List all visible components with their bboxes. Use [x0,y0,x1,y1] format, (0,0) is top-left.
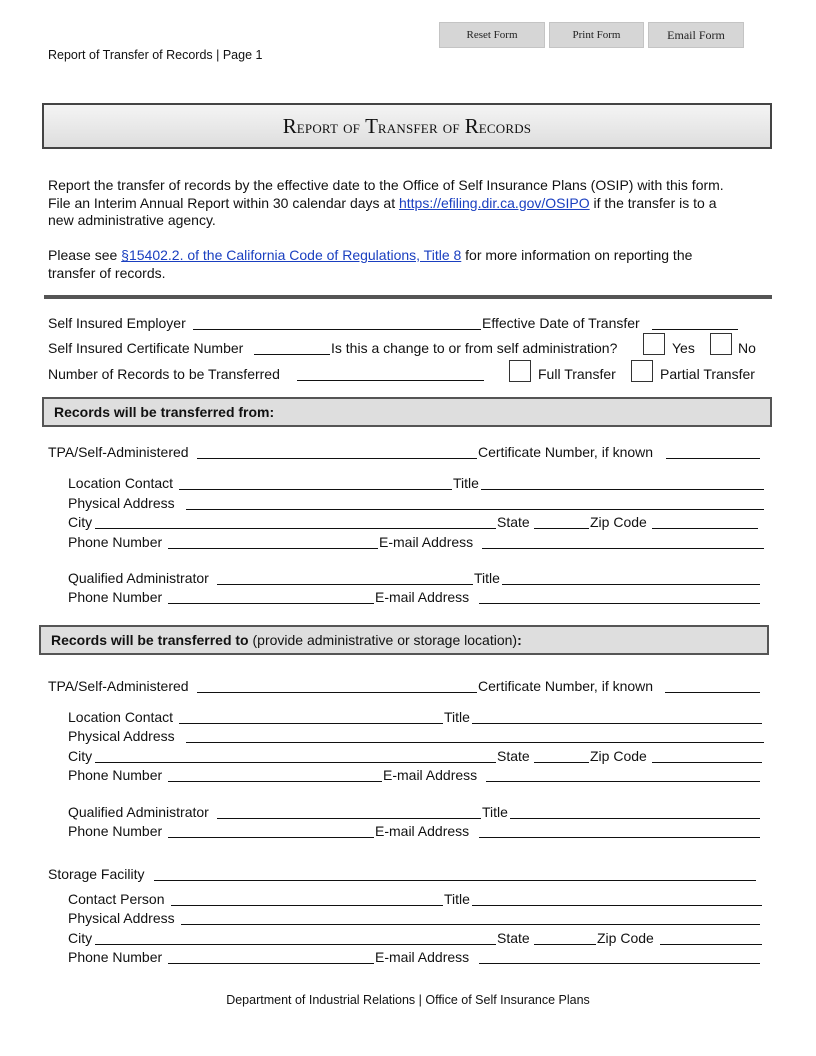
storage-zip-label: Zip Code [597,930,654,946]
full-transfer-checkbox[interactable] [509,360,531,382]
to-section-header [39,625,769,655]
from-city-field[interactable] [95,528,496,529]
from-title-label: Title [453,475,479,491]
from-phone-label: Phone Number [68,534,163,550]
to-title-label: Title [444,709,470,725]
to-heading: Records will be transferred to [51,632,249,648]
regulation-paragraph [48,247,773,282]
intro-paragraph [48,177,773,230]
from-qa-title-label: Title [474,570,500,586]
storage-facility-field[interactable] [154,880,756,881]
full-transfer-label: Full Transfer [538,366,616,382]
storage-title-label: Title [444,891,470,907]
to-heading-note: (provide administrative or storage location) [248,632,518,648]
from-heading: Records will be transferred from: [54,404,275,420]
page-header: Report of Transfer of Records | Page 1 [48,48,263,62]
to-qa-title-field[interactable] [510,818,760,819]
storage-state-label: State [497,930,530,946]
intro-text: for more information on reporting the [461,247,693,263]
to-city-label: City [68,748,93,764]
intro-text: Please see [48,247,122,263]
storage-facility-label: Storage Facility [48,866,145,882]
from-qa-title-field[interactable] [502,584,760,585]
storage-email-field[interactable] [479,963,760,964]
from-tpa-label: TPA/Self-Administered [48,444,189,460]
to-cert-field[interactable] [665,692,760,693]
storage-state-field[interactable] [534,944,596,945]
to-qa-phone-field[interactable] [168,837,374,838]
to-zip-field[interactable] [652,762,762,763]
to-qa-email-field[interactable] [479,837,760,838]
email-form-button[interactable]: Email Form [648,22,744,48]
from-zip-label: Zip Code [590,514,647,530]
title-part: ransfer of [377,116,465,138]
intro-text: if the transfer is to a [589,194,717,211]
intro-text: File an Interim Annual Report within 30 calendar days at [48,194,399,211]
to-address-label: Physical Address [68,728,175,744]
intro-line: Report the transfer of records by the effective date to the Office of Self Insurance Plans (OSIP) with this form. [48,177,724,193]
to-heading-colon: : [517,632,522,648]
title-part: R [464,113,479,138]
title-part: T [365,113,378,138]
from-title-field[interactable] [481,489,764,490]
efiling-link[interactable]: https://efiling.dir.ca.gov/OSIPO [398,194,590,211]
change-question-label: Is this a change to or from self administration? [331,340,618,356]
to-title-field[interactable] [472,723,762,724]
from-cert-field[interactable] [666,458,760,459]
reset-form-button[interactable]: Reset Form [439,22,545,48]
page-title [42,103,772,149]
from-phone-field[interactable] [168,548,378,549]
to-cert-label: Certificate Number, if known [478,678,654,694]
cert-number-label: Self Insured Certificate Number [48,340,244,356]
storage-contact-label: Contact Person [68,891,165,907]
effective-date-field[interactable] [652,329,738,330]
to-city-field[interactable] [95,762,496,763]
yes-checkbox[interactable] [643,333,665,355]
title-part: eport of [296,116,366,138]
from-contact-label: Location Contact [68,475,174,491]
regulation-link[interactable]: §15402.2. of the California Code of Regulations, Title 8 [121,247,462,263]
to-phone-field[interactable] [168,781,382,782]
divider [44,295,772,299]
to-state-label: State [497,748,530,764]
from-email-field[interactable] [482,548,764,549]
title-part: ecords [478,116,532,138]
effective-date-label: Effective Date of Transfer [482,315,640,331]
to-tpa-label: TPA/Self-Administered [48,678,189,694]
partial-transfer-checkbox[interactable] [631,360,653,382]
to-qa-email-label: E-mail Address [375,823,470,839]
employer-field[interactable] [193,329,481,330]
storage-title-field[interactable] [472,905,762,906]
storage-phone-field[interactable] [168,963,374,964]
cert-number-field[interactable] [254,354,330,355]
from-address-label: Physical Address [68,495,175,511]
storage-city-field[interactable] [95,944,496,945]
from-state-label: State [497,514,530,530]
to-email-field[interactable] [486,781,760,782]
to-email-label: E-mail Address [383,767,478,783]
to-tpa-field[interactable] [197,692,477,693]
intro-line: transfer of records. [48,264,166,281]
employer-label: Self Insured Employer [48,315,186,331]
from-tpa-field[interactable] [197,458,477,459]
from-qa-field[interactable] [217,584,473,585]
to-qa-label: Qualified Administrator [68,804,209,820]
from-email-label: E-mail Address [379,534,474,550]
to-qa-phone-label: Phone Number [68,823,163,839]
partial-transfer-label: Partial Transfer [660,366,755,382]
storage-phone-label: Phone Number [68,949,163,965]
from-section-header [42,397,772,427]
from-qa-phone-label: Phone Number [68,589,163,605]
records-count-field[interactable] [297,380,484,381]
from-qa-phone-field[interactable] [168,603,374,604]
storage-address-field[interactable] [181,924,760,925]
from-state-field[interactable] [534,528,589,529]
from-city-label: City [68,514,93,530]
no-label: No [738,340,756,356]
storage-address-label: Physical Address [68,910,175,926]
yes-label: Yes [672,340,695,356]
to-phone-label: Phone Number [68,767,163,783]
title-part: R [282,113,297,138]
intro-line: new administrative agency. [48,212,216,228]
page-footer: Department of Industrial Relations | Office of Self Insurance Plans [226,993,590,1007]
from-address-field[interactable] [186,509,764,510]
storage-city-label: City [68,930,93,946]
to-state-field[interactable] [534,762,589,763]
to-contact-label: Location Contact [68,709,174,725]
to-qa-field[interactable] [217,818,481,819]
storage-zip-field[interactable] [660,944,762,945]
from-cert-label: Certificate Number, if known [478,444,654,460]
to-address-field[interactable] [186,742,764,743]
from-qa-label: Qualified Administrator [68,570,209,586]
to-contact-field[interactable] [179,723,443,724]
no-checkbox[interactable] [710,333,732,355]
from-zip-field[interactable] [652,528,758,529]
from-contact-field[interactable] [179,489,452,490]
print-form-button[interactable]: Print Form [549,22,644,48]
records-count-label: Number of Records to be Transferred [48,366,280,382]
to-zip-label: Zip Code [590,748,647,764]
to-qa-title-label: Title [482,804,508,820]
from-qa-email-field[interactable] [479,603,760,604]
storage-email-label: E-mail Address [375,949,470,965]
storage-contact-field[interactable] [171,905,443,906]
from-qa-email-label: E-mail Address [375,589,470,605]
